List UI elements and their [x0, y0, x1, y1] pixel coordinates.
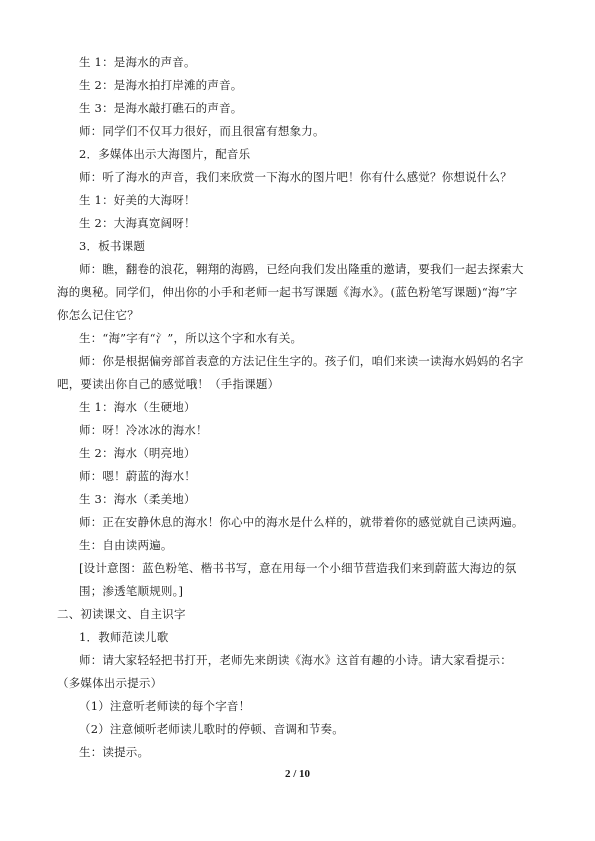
text-line: 生 2：是海水拍打岸滩的声音。 [79, 78, 243, 92]
design-note: 围；渗透笔顺规则。] [79, 584, 184, 598]
section-heading: 2．多媒体出示大海图片，配音乐 [79, 147, 251, 161]
text-line: 师：呀！冷冰冰的海水！ [79, 423, 208, 437]
text-line: 生：“海”字有“氵”，所以这个字和水有关。 [79, 331, 303, 345]
text-line: 生 1：好美的大海呀！ [79, 193, 196, 207]
text-line-last: 生：读提示。 [79, 745, 150, 759]
subsection-heading: 1．教师范读儿歌 [79, 630, 169, 644]
text-line: （多媒体出示提示） [57, 676, 163, 690]
text-line: 生 2：大海真宽阔呀！ [79, 216, 196, 230]
text-line: 海的奥秘。同学们，伸出你的小手和老师一起书写课题《海水》。(蓝色粉笔写课题)“海”字 [57, 285, 518, 299]
text-line: 师：请大家轻轻把书打开，老师先来朗读《海水》这首有趣的小诗。请大家看提示： [79, 653, 512, 667]
page-number: 2 / 10 [284, 768, 311, 780]
section-heading: 二、初读课文、自主识字 [57, 607, 186, 621]
design-note: [设计意图：蓝色粉笔、楷书书写，意在用每一个小细节营造我们来到蔚蓝大海边的氛 [79, 561, 517, 575]
text-line: 吧，要读出你自己的感觉哦！（手指课题） [57, 377, 280, 391]
text-line: 师：你是根据偏旁部首表意的方法记住生字的。孩子们，咱们来读一读海水妈妈的名字 [79, 354, 524, 368]
list-item: （1）注意听老师读的每个字音！ [79, 699, 251, 713]
text-line: 师：嗯！蔚蓝的海水！ [79, 469, 196, 483]
text-line: 生 1：是海水的声音。 [79, 55, 196, 69]
text-line: 师：正在安静休息的海水！你心中的海水是什么样的，就带着你的感觉就自己读两遍。 [79, 515, 524, 529]
text-line: 师：瞧，翻卷的浪花，翱翔的海鸥，已经向我们发出隆重的邀请，要我们一起去探索大 [79, 262, 524, 276]
section-heading: 3．板书课题 [79, 239, 146, 253]
text-line: 生 3：海水（柔美地） [79, 492, 196, 506]
text-line: 生 2：海水（明亮地） [79, 446, 196, 460]
text-line: 师：听了海水的声音，我们来欣赏一下海水的图片吧！你有什么感觉？你想说什么？ [79, 170, 512, 184]
text-line: 生 1：海水（生硬地） [79, 400, 196, 414]
text-line: 你怎么记住它？ [57, 308, 139, 322]
list-item: （2）注意倾听老师读儿歌时的停顿、音调和节奏。 [79, 722, 344, 736]
text-line: 生 3：是海水敲打礁石的声音。 [79, 101, 243, 115]
text-line: 生：自由读两遍。 [79, 538, 173, 552]
text-line: 师：同学们不仅耳力很好，而且很富有想象力。 [79, 124, 325, 138]
